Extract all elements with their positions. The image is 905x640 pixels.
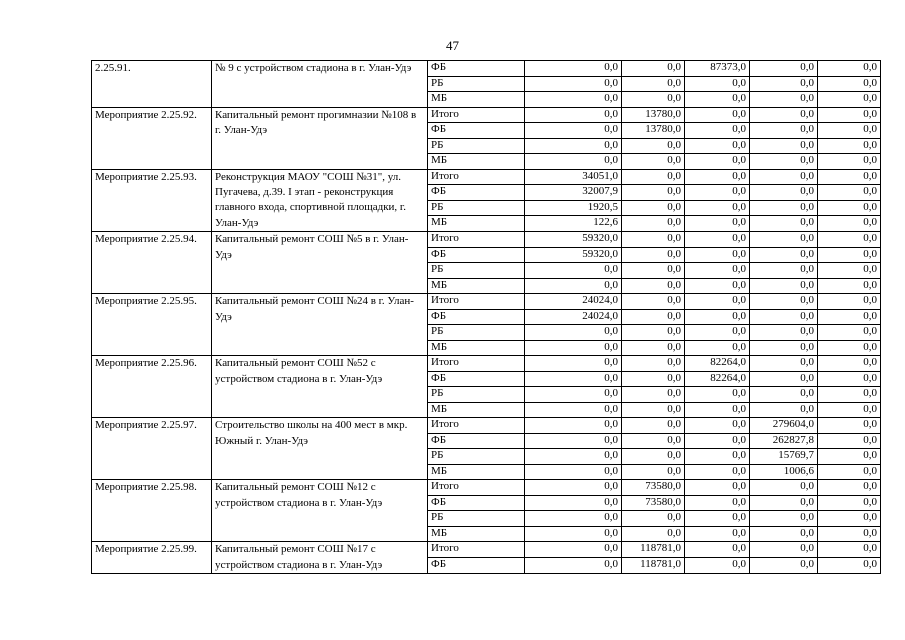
amount-cell: 0,0	[750, 232, 818, 248]
amount-cell: 0,0	[525, 387, 622, 403]
amount-cell: 0,0	[525, 464, 622, 480]
activity-code: Мероприятие 2.25.99.	[95, 543, 197, 556]
amount-cell: 0,0	[622, 247, 685, 263]
amount-cell: 0,0	[750, 263, 818, 279]
activity-name: Строительство школы на 400 мест в мкр. Южный г. Улан-Удэ	[215, 419, 408, 447]
funding-source-cell: ФБ	[428, 185, 525, 201]
amount-cell: 13780,0	[622, 107, 685, 123]
amount-cell: 0,0	[818, 200, 881, 216]
amount-cell: 279604,0	[750, 418, 818, 434]
amount-cell: 34051,0	[525, 169, 622, 185]
activity-code-cell	[92, 542, 212, 574]
amount-cell: 15769,7	[750, 449, 818, 465]
funding-source-cell: РБ	[428, 76, 525, 92]
amount-cell: 0,0	[525, 402, 622, 418]
amount-cell: 0,0	[818, 92, 881, 108]
table-row	[92, 356, 881, 372]
activity-name-cell	[212, 480, 428, 542]
amount-cell: 0,0	[685, 185, 750, 201]
amount-cell: 0,0	[622, 340, 685, 356]
amount-cell: 0,0	[685, 418, 750, 434]
amount-cell: 0,0	[525, 433, 622, 449]
funding-source-cell: МБ	[428, 526, 525, 542]
amount-cell: 0,0	[685, 511, 750, 527]
amount-cell: 0,0	[525, 76, 622, 92]
amount-cell: 0,0	[750, 542, 818, 558]
amount-cell: 73580,0	[622, 495, 685, 511]
activity-name-cell	[212, 232, 428, 294]
activity-code-cell	[92, 356, 212, 418]
amount-cell: 0,0	[622, 325, 685, 341]
funding-source-cell: Итого	[428, 418, 525, 434]
amount-cell: 0,0	[685, 123, 750, 139]
amount-cell: 0,0	[818, 294, 881, 310]
funding-source-cell: РБ	[428, 325, 525, 341]
funding-source-cell: Итого	[428, 356, 525, 372]
activity-name: Капитальный ремонт СОШ №24 в г. Улан-Удэ	[215, 295, 414, 323]
amount-cell: 0,0	[622, 371, 685, 387]
funding-source-cell: РБ	[428, 138, 525, 154]
funding-source-cell: РБ	[428, 387, 525, 403]
amount-cell: 0,0	[525, 61, 622, 77]
amount-cell: 0,0	[525, 495, 622, 511]
amount-cell: 0,0	[622, 278, 685, 294]
amount-cell: 0,0	[818, 495, 881, 511]
amount-cell: 0,0	[622, 154, 685, 170]
amount-cell: 0,0	[750, 511, 818, 527]
amount-cell: 0,0	[750, 169, 818, 185]
funding-source-cell: МБ	[428, 278, 525, 294]
amount-cell: 0,0	[622, 309, 685, 325]
amount-cell: 0,0	[685, 495, 750, 511]
funding-source-cell: МБ	[428, 92, 525, 108]
funding-source-cell: Итого	[428, 107, 525, 123]
activity-name: Капитальный ремонт СОШ №5 в г. Улан-Удэ	[215, 233, 409, 261]
activity-name-cell	[212, 418, 428, 480]
amount-cell: 0,0	[685, 169, 750, 185]
activity-name: Капитальный ремонт СОШ №17 с устройством стадиона в г. Улан-Удэ	[215, 543, 383, 571]
funding-source-cell: ФБ	[428, 558, 525, 574]
amount-cell: 0,0	[525, 526, 622, 542]
amount-cell: 0,0	[525, 138, 622, 154]
amount-cell: 0,0	[818, 216, 881, 232]
activity-code: Мероприятие 2.25.97.	[95, 419, 197, 432]
amount-cell: 0,0	[622, 92, 685, 108]
amount-cell: 0,0	[525, 558, 622, 574]
amount-cell: 0,0	[685, 232, 750, 248]
amount-cell: 0,0	[685, 558, 750, 574]
amount-cell: 0,0	[622, 263, 685, 279]
amount-cell: 0,0	[818, 169, 881, 185]
amount-cell: 0,0	[525, 340, 622, 356]
funding-source-cell: ФБ	[428, 495, 525, 511]
activity-name: № 9 с устройством стадиона в г. Улан-Удэ	[215, 62, 412, 74]
activity-name-cell	[212, 356, 428, 418]
amount-cell: 0,0	[818, 325, 881, 341]
amount-cell: 0,0	[622, 185, 685, 201]
amount-cell: 0,0	[685, 107, 750, 123]
amount-cell: 0,0	[622, 387, 685, 403]
funding-source-cell: ФБ	[428, 433, 525, 449]
amount-cell: 0,0	[685, 263, 750, 279]
amount-cell: 0,0	[818, 278, 881, 294]
amount-cell: 0,0	[818, 433, 881, 449]
amount-cell: 0,0	[622, 294, 685, 310]
amount-cell: 0,0	[685, 200, 750, 216]
activity-code: Мероприятие 2.25.95.	[95, 295, 197, 308]
amount-cell: 0,0	[818, 138, 881, 154]
amount-cell: 0,0	[750, 61, 818, 77]
amount-cell: 0,0	[750, 309, 818, 325]
amount-cell: 0,0	[818, 154, 881, 170]
amount-cell: 0,0	[525, 371, 622, 387]
amount-cell: 0,0	[750, 154, 818, 170]
amount-cell: 82264,0	[685, 356, 750, 372]
amount-cell: 0,0	[750, 185, 818, 201]
amount-cell: 0,0	[818, 185, 881, 201]
activity-code: Мероприятие 2.25.94.	[95, 233, 197, 246]
amount-cell: 0,0	[685, 387, 750, 403]
amount-cell: 0,0	[750, 107, 818, 123]
amount-cell: 0,0	[750, 325, 818, 341]
amount-cell: 0,0	[818, 76, 881, 92]
amount-cell: 87373,0	[685, 61, 750, 77]
activity-code: Мероприятие 2.25.93.	[95, 170, 197, 183]
amount-cell: 0,0	[525, 263, 622, 279]
amount-cell: 0,0	[685, 216, 750, 232]
funding-source-cell: МБ	[428, 402, 525, 418]
amount-cell: 0,0	[818, 247, 881, 263]
amount-cell: 0,0	[685, 402, 750, 418]
activity-name-cell	[212, 107, 428, 169]
amount-cell: 0,0	[685, 542, 750, 558]
amount-cell: 0,0	[622, 526, 685, 542]
amount-cell: 0,0	[685, 309, 750, 325]
amount-cell: 0,0	[818, 387, 881, 403]
funding-source-cell: Итого	[428, 480, 525, 496]
amount-cell: 0,0	[622, 402, 685, 418]
amount-cell: 0,0	[622, 232, 685, 248]
funding-source-cell: Итого	[428, 232, 525, 248]
activity-code-cell	[92, 480, 212, 542]
amount-cell: 0,0	[750, 402, 818, 418]
amount-cell: 0,0	[750, 387, 818, 403]
amount-cell: 0,0	[685, 294, 750, 310]
activity-name: Капитальный ремонт СОШ №52 с устройством стадиона в г. Улан-Удэ	[215, 357, 383, 385]
amount-cell: 0,0	[525, 92, 622, 108]
amount-cell: 0,0	[525, 480, 622, 496]
funding-source-cell: МБ	[428, 340, 525, 356]
amount-cell: 0,0	[818, 526, 881, 542]
amount-cell: 1006,6	[750, 464, 818, 480]
funding-source-cell: МБ	[428, 216, 525, 232]
amount-cell: 0,0	[818, 340, 881, 356]
amount-cell: 0,0	[622, 356, 685, 372]
amount-cell: 0,0	[750, 200, 818, 216]
amount-cell: 0,0	[622, 169, 685, 185]
amount-cell: 0,0	[525, 123, 622, 139]
amount-cell: 0,0	[622, 464, 685, 480]
activity-code-cell	[92, 418, 212, 480]
activity-name: Реконструкция МАОУ "СОШ №31", ул. Пугачева, д.39. I этап - реконструкция главного входа, спортивной площадки, г. Улан-Удэ	[215, 170, 406, 229]
amount-cell: 0,0	[685, 92, 750, 108]
amount-cell: 0,0	[685, 154, 750, 170]
amount-cell: 0,0	[750, 138, 818, 154]
activity-name-cell	[212, 61, 428, 108]
amount-cell: 0,0	[750, 340, 818, 356]
amount-cell: 0,0	[818, 309, 881, 325]
amount-cell: 1920,5	[525, 200, 622, 216]
amount-cell: 0,0	[525, 356, 622, 372]
table-row	[92, 542, 881, 558]
activity-name-cell	[212, 169, 428, 232]
activity-code: Мероприятие 2.25.92.	[95, 108, 197, 121]
amount-cell: 0,0	[685, 449, 750, 465]
activity-name: Капитальный ремонт СОШ №12 с устройством стадиона в г. Улан-Удэ	[215, 481, 383, 509]
amount-cell: 0,0	[525, 542, 622, 558]
amount-cell: 0,0	[750, 294, 818, 310]
amount-cell: 0,0	[685, 325, 750, 341]
activity-code-cell	[92, 232, 212, 294]
amount-cell: 0,0	[622, 216, 685, 232]
funding-source-cell: ФБ	[428, 309, 525, 325]
amount-cell: 0,0	[818, 418, 881, 434]
amount-cell: 0,0	[750, 247, 818, 263]
amount-cell: 0,0	[750, 76, 818, 92]
amount-cell: 118781,0	[622, 542, 685, 558]
funding-source-cell: МБ	[428, 464, 525, 480]
funding-source-cell: Итого	[428, 169, 525, 185]
amount-cell: 0,0	[750, 278, 818, 294]
amount-cell: 0,0	[818, 371, 881, 387]
amount-cell: 0,0	[525, 154, 622, 170]
amount-cell: 0,0	[685, 138, 750, 154]
activity-code-cell	[92, 294, 212, 356]
amount-cell: 82264,0	[685, 371, 750, 387]
activity-code-cell	[92, 61, 212, 108]
table-row	[92, 232, 881, 248]
table-row	[92, 418, 881, 434]
funding-source-cell: РБ	[428, 200, 525, 216]
budget-table-body	[92, 61, 881, 574]
amount-cell: 118781,0	[622, 558, 685, 574]
activity-name: Капитальный ремонт прогимназии №108 в г. Улан-Удэ	[215, 108, 417, 136]
funding-source-cell: РБ	[428, 511, 525, 527]
amount-cell: 0,0	[685, 433, 750, 449]
table-row	[92, 61, 881, 77]
amount-cell: 0,0	[750, 371, 818, 387]
table-row	[92, 294, 881, 310]
amount-cell: 0,0	[818, 123, 881, 139]
amount-cell: 122,6	[525, 216, 622, 232]
amount-cell: 0,0	[622, 76, 685, 92]
amount-cell: 0,0	[818, 402, 881, 418]
funding-source-cell: ФБ	[428, 123, 525, 139]
activity-code: 2.25.91.	[95, 62, 131, 74]
funding-source-cell: РБ	[428, 263, 525, 279]
amount-cell: 0,0	[818, 356, 881, 372]
amount-cell: 0,0	[525, 278, 622, 294]
amount-cell: 0,0	[750, 480, 818, 496]
amount-cell: 59320,0	[525, 247, 622, 263]
amount-cell: 0,0	[685, 278, 750, 294]
amount-cell: 0,0	[622, 433, 685, 449]
table-row	[92, 480, 881, 496]
amount-cell: 0,0	[685, 464, 750, 480]
amount-cell: 0,0	[818, 464, 881, 480]
amount-cell: 59320,0	[525, 232, 622, 248]
amount-cell: 0,0	[525, 449, 622, 465]
amount-cell: 0,0	[685, 480, 750, 496]
amount-cell: 32007,9	[525, 185, 622, 201]
funding-source-cell: ФБ	[428, 371, 525, 387]
amount-cell: 0,0	[818, 480, 881, 496]
funding-source-cell: РБ	[428, 449, 525, 465]
activity-code: Мероприятие 2.25.96.	[95, 357, 197, 370]
funding-source-cell: Итого	[428, 294, 525, 310]
amount-cell: 0,0	[750, 216, 818, 232]
funding-source-cell: ФБ	[428, 247, 525, 263]
amount-cell: 24024,0	[525, 294, 622, 310]
amount-cell: 0,0	[685, 340, 750, 356]
amount-cell: 0,0	[525, 418, 622, 434]
amount-cell: 0,0	[818, 449, 881, 465]
amount-cell: 0,0	[685, 526, 750, 542]
amount-cell: 0,0	[622, 61, 685, 77]
amount-cell: 13780,0	[622, 123, 685, 139]
amount-cell: 0,0	[818, 511, 881, 527]
amount-cell: 0,0	[818, 61, 881, 77]
table-row	[92, 107, 881, 123]
amount-cell: 0,0	[685, 247, 750, 263]
funding-source-cell: МБ	[428, 154, 525, 170]
amount-cell: 0,0	[750, 356, 818, 372]
amount-cell: 0,0	[622, 138, 685, 154]
amount-cell: 24024,0	[525, 309, 622, 325]
amount-cell: 262827,8	[750, 433, 818, 449]
amount-cell: 0,0	[818, 263, 881, 279]
funding-source-cell: ФБ	[428, 61, 525, 77]
amount-cell: 0,0	[818, 558, 881, 574]
activity-name-cell	[212, 542, 428, 574]
funding-source-cell: Итого	[428, 542, 525, 558]
amount-cell: 0,0	[525, 511, 622, 527]
amount-cell: 0,0	[750, 526, 818, 542]
activity-code: Мероприятие 2.25.98.	[95, 481, 197, 494]
table-row	[92, 169, 881, 185]
amount-cell: 0,0	[525, 107, 622, 123]
activity-code-cell	[92, 107, 212, 169]
amount-cell: 0,0	[818, 107, 881, 123]
amount-cell: 0,0	[818, 232, 881, 248]
amount-cell: 0,0	[750, 123, 818, 139]
amount-cell: 0,0	[622, 418, 685, 434]
amount-cell: 0,0	[750, 495, 818, 511]
amount-cell: 0,0	[622, 449, 685, 465]
amount-cell: 0,0	[622, 511, 685, 527]
page-number: 47	[446, 38, 459, 53]
amount-cell: 0,0	[750, 558, 818, 574]
amount-cell: 0,0	[525, 325, 622, 341]
activity-code-cell	[92, 169, 212, 232]
amount-cell: 0,0	[750, 92, 818, 108]
amount-cell: 0,0	[685, 76, 750, 92]
activity-name-cell	[212, 294, 428, 356]
amount-cell: 0,0	[622, 200, 685, 216]
amount-cell: 73580,0	[622, 480, 685, 496]
budget-table	[91, 60, 881, 574]
amount-cell: 0,0	[818, 542, 881, 558]
